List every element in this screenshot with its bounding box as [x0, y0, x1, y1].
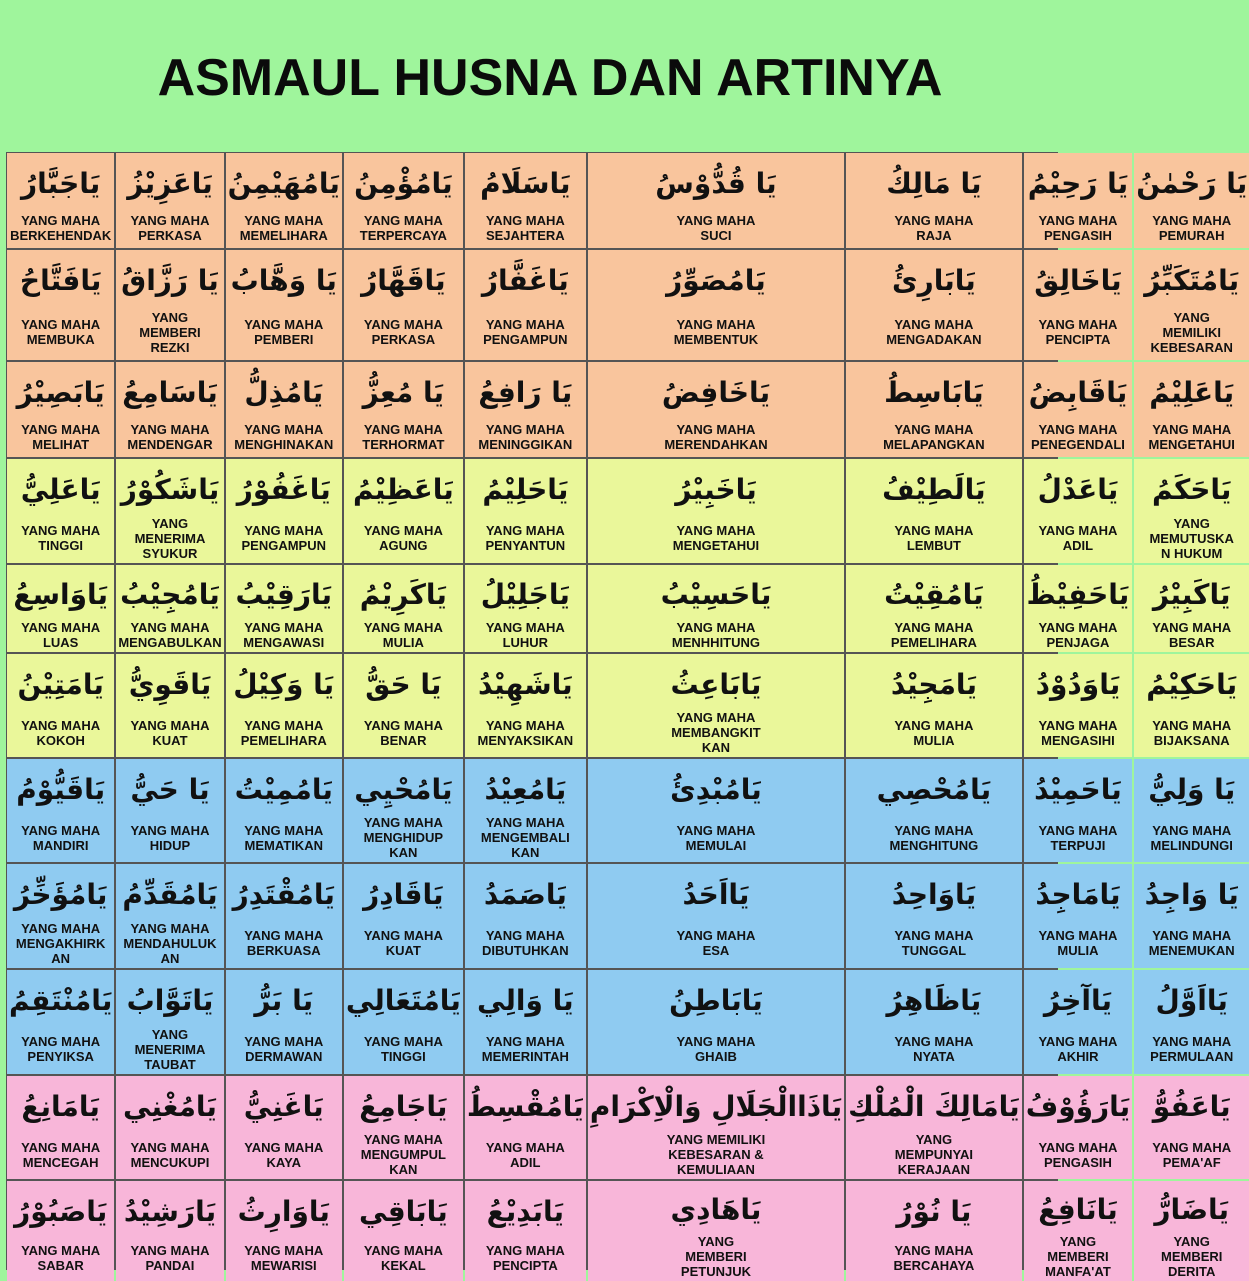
arabic-name: يَاظَاهِرُ: [886, 983, 982, 1017]
meaning-text: YANG MEMUTUSKA N HUKUM: [1149, 515, 1234, 561]
name-cell: [846, 970, 1022, 1074]
name-cell: [226, 153, 342, 248]
meaning-text: YANG MAHA MENINGGIKAN: [478, 421, 573, 452]
arabic-name: يَاعَلِيْمُ: [1149, 375, 1235, 409]
meaning-text: YANG MEMPUNYAI KERAJAAN: [894, 1132, 974, 1177]
arabic-name: يَامُتَكَبِّرُ: [1144, 263, 1240, 297]
name-cell: [1134, 1076, 1249, 1179]
meaning-text: YANG MAHA MEMELIHARA: [239, 212, 328, 243]
meaning-text: YANG MAHA MENGASIHI: [1038, 717, 1118, 748]
name-cell: [344, 1181, 463, 1281]
name-cell: [1134, 153, 1249, 248]
arabic-name: يَامُحْصِي: [876, 772, 992, 806]
meaning-text: YANG MENERIMA SYUKUR: [134, 515, 206, 561]
meaning-text: YANG MAHA MENHHITUNG: [671, 620, 761, 650]
name-cell: [465, 459, 586, 563]
arabic-name: يَاسَامِعُ: [122, 375, 218, 409]
arabic-name: يَا نُوْرُ: [896, 1194, 972, 1228]
arabic-name: يَامُمِيْتُ: [234, 772, 333, 806]
meaning-text: YANG MENERIMA TAUBAT: [134, 1026, 206, 1072]
name-cell: [588, 250, 844, 360]
name-cell: [465, 1181, 586, 1281]
meaning-text: YANG MEMBERI MANFA'AT: [1045, 1234, 1111, 1279]
meaning-text: YANG MEMBERI REZKI: [139, 309, 201, 355]
arabic-name: يَابَصِيْرُ: [16, 375, 105, 409]
meaning-text: YANG MAHA MENGAWASI: [243, 620, 325, 650]
name-cell: [7, 1181, 114, 1281]
arabic-name: يَااَحَدُ: [682, 877, 750, 911]
arabic-name: يَاوَاسِعُ: [13, 578, 109, 611]
name-cell: [7, 250, 114, 360]
arabic-name: يَامُهَيْمِنُ: [227, 166, 340, 200]
arabic-name: يَا وَكِيْلُ: [233, 667, 335, 701]
arabic-name: يَاهَادِي: [670, 1193, 762, 1226]
meaning-text: YANG MAHA PENEGENDALI: [1030, 421, 1125, 452]
page-title: ASMAUL HUSNA DAN ARTINYA: [157, 49, 943, 107]
meaning-text: YANG MEMBERI DERITA: [1161, 1234, 1223, 1279]
arabic-name: يَاحَكَمُ: [1151, 472, 1232, 506]
arabic-name: يَاعَظِيْمُ: [352, 472, 454, 506]
arabic-name: يَا وَاجِدُ: [1144, 877, 1239, 911]
arabic-name: يَاعَزِيْزُ: [127, 166, 213, 200]
name-cell: [588, 459, 844, 563]
arabic-name: يَامَانِعُ: [21, 1089, 100, 1123]
name-cell: [7, 864, 114, 968]
meaning-text: YANG MAHA MULIA: [894, 717, 974, 748]
arabic-name: يَاذَاالْجَلَالِ وَالْاِكْرَامِ: [589, 1089, 843, 1123]
meaning-text: YANG MAHA MELIHAT: [21, 421, 101, 452]
arabic-name: يَاغَفَّارُ: [481, 263, 569, 297]
name-cell: [1134, 654, 1249, 757]
meaning-text: YANG MAHA BENAR: [363, 717, 443, 748]
arabic-name: يَامُذِلُّ: [244, 375, 324, 409]
name-cell: [465, 1076, 586, 1179]
name-cell: [465, 864, 586, 968]
meaning-text: YANG MAHA MENGABULKAN: [118, 620, 222, 650]
meaning-text: YANG MAHA KUAT: [130, 717, 210, 748]
meaning-text: YANG MAHA MENCEGAH: [21, 1139, 101, 1170]
meaning-text: YANG MAHA MEMERINTAH: [481, 1034, 569, 1064]
name-cell: [1024, 654, 1132, 757]
arabic-name: يَامُحْيِي: [354, 772, 453, 806]
arabic-name: يَا وَالِي: [477, 983, 574, 1017]
meaning-text: YANG MAHA MENGETAHUI: [672, 523, 760, 553]
meaning-text: YANG MAHA PENCIPTA: [1038, 317, 1118, 347]
meaning-text: YANG MAHA MENDAHULUK AN: [123, 920, 217, 966]
arabic-name: يَاجَبَّارُ: [21, 166, 101, 200]
meaning-text: YANG MAHA GHAIB: [676, 1034, 756, 1064]
meaning-text: YANG MEMILIKI KEBESARAN: [1150, 309, 1233, 355]
arabic-name: يَامُجِيْبُ: [120, 578, 220, 611]
arabic-name: يَامَالِكَ الْمُلْكِ: [848, 1089, 1020, 1123]
arabic-name: يَامُبْدِئُ: [670, 772, 762, 806]
arabic-name: يَاصَمَدُ: [483, 877, 567, 911]
meaning-text: YANG MAHA PEMELIHARA: [240, 717, 327, 748]
name-cell: [1134, 1181, 1249, 1281]
meaning-text: YANG MAHA MENEMUKAN: [1148, 928, 1235, 958]
meaning-text: YANG MAHA PERMULAAN: [1150, 1034, 1234, 1064]
arabic-name: يَا رَافِعُ: [478, 375, 573, 409]
name-cell: [226, 565, 342, 652]
arabic-name: يَاحَكِيْمُ: [1146, 667, 1238, 701]
name-cell: [116, 565, 223, 652]
arabic-name: يَاغَنِيُّ: [243, 1089, 324, 1123]
name-cell: [588, 1181, 844, 1281]
name-cell: [1024, 459, 1132, 563]
name-cell: [344, 759, 463, 862]
name-cell: [1134, 759, 1249, 862]
name-cell: [226, 250, 342, 360]
name-cell: [226, 864, 342, 968]
arabic-name: يَاجَلِيْلُ: [480, 578, 570, 611]
meaning-text: YANG MAHA ADIL: [485, 1139, 565, 1170]
arabic-name: يَاشَهِيْدُ: [478, 667, 573, 701]
name-cell: [1024, 1181, 1132, 1281]
name-cell: [226, 654, 342, 757]
meaning-text: YANG MAHA PENGAMPUN: [483, 317, 568, 347]
meaning-text: YANG MAHA MEMBUKA: [21, 317, 101, 347]
arabic-name: يَا رَحْمٰنُ: [1136, 166, 1248, 200]
name-cell: [846, 654, 1022, 757]
arabic-name: يَابَاعِثُ: [670, 667, 762, 701]
name-cell: [465, 362, 586, 457]
arabic-name: يَابَارِئُ: [891, 263, 976, 297]
arabic-name: يَابَدِيْعُ: [486, 1194, 564, 1228]
name-cell: [7, 654, 114, 757]
name-cell: [1134, 565, 1249, 652]
meaning-text: YANG MAHA PEMELIHARA: [890, 620, 977, 650]
meaning-text: YANG MAHA NYATA: [894, 1034, 974, 1064]
meaning-text: YANG MAHA MULIA: [1038, 928, 1118, 958]
name-cell: [846, 759, 1022, 862]
name-cell: [344, 565, 463, 652]
meaning-text: YANG MAHA SABAR: [21, 1243, 101, 1273]
name-cell: [846, 153, 1022, 248]
meaning-text: YANG MAHA PERKASA: [363, 317, 443, 347]
name-cell: [7, 153, 114, 248]
meaning-text: YANG MEMILIKI KEBESARAN & KEMULIAAN: [666, 1132, 766, 1177]
meaning-text: YANG MAHA AGUNG: [363, 523, 443, 553]
name-cell: [846, 362, 1022, 457]
name-cell: [1024, 759, 1132, 862]
meaning-text: YANG MAHA KAYA: [244, 1139, 324, 1170]
name-cell: [7, 1076, 114, 1179]
arabic-name: يَامُؤَخِّرُ: [13, 877, 108, 911]
meaning-text: YANG MAHA ADIL: [1038, 523, 1118, 553]
meaning-text: YANG MAHA PENYANTUN: [485, 523, 566, 553]
arabic-name: يَا بَرُّ: [254, 983, 314, 1017]
name-cell: [7, 759, 114, 862]
meaning-text: YANG MAHA ESA: [676, 928, 756, 958]
arabic-name: يَاحَمِيْدُ: [1034, 772, 1122, 806]
arabic-name: يَا رَزَّاقُ: [121, 263, 219, 297]
name-cell: [588, 1076, 844, 1179]
arabic-name: يَاخَافِضُ: [661, 375, 771, 409]
meaning-text: YANG MAHA PENGASIH: [1038, 212, 1118, 243]
meaning-text: YANG MAHA TERHORMAT: [362, 421, 445, 452]
meaning-text: YANG MAHA MENGHITUNG: [889, 822, 979, 853]
meaning-text: YANG MAHA LEMBUT: [894, 523, 974, 553]
name-cell: [116, 1076, 223, 1179]
meaning-text: YANG MAHA KOKOH: [21, 717, 101, 748]
meaning-text: YANG MAHA MENCUKUPI: [130, 1139, 210, 1170]
arabic-name: يَابَاطِنُ: [669, 983, 763, 1017]
name-cell: [344, 864, 463, 968]
meaning-text: YANG MAHA MEMATIKAN: [244, 822, 324, 853]
meaning-text: YANG MAHA MEMBANGKIT KAN: [671, 710, 761, 755]
arabic-name: يَامُقْتَدِرُ: [232, 877, 335, 911]
name-cell: [116, 759, 223, 862]
name-cell: [344, 250, 463, 360]
arabic-name: يَارَؤُوْفُ: [1025, 1089, 1131, 1123]
name-cell: [7, 970, 114, 1074]
name-cell: [1024, 565, 1132, 652]
name-cell: [846, 565, 1022, 652]
name-cell: [1024, 1076, 1132, 1179]
meaning-text: YANG MAHA MENGEMBALI KAN: [480, 815, 570, 860]
arabic-name: يَاآخِرُ: [1043, 983, 1113, 1017]
meaning-text: YANG MAHA PENJAGA: [1038, 620, 1118, 650]
meaning-text: YANG MAHA MEMBENTUK: [673, 317, 759, 347]
arabic-name: يَا قُدُّوْسُ: [655, 166, 777, 200]
name-cell: [7, 565, 114, 652]
arabic-name: يَافَتَّاحُ: [19, 263, 102, 297]
meaning-text: YANG MAHA PERKASA: [130, 212, 210, 243]
arabic-name: يَاخَبِيْرُ: [675, 472, 757, 506]
arabic-name: يَامُصَوِّرُ: [666, 263, 766, 297]
meaning-text: YANG MAHA LUHUR: [485, 620, 565, 650]
name-cell: [226, 759, 342, 862]
arabic-name: يَاعَفُوُّ: [1152, 1089, 1231, 1123]
arabic-name: يَاوَاحِدُ: [891, 877, 977, 911]
arabic-name: يَابَاقِي: [358, 1194, 448, 1228]
meaning-text: YANG MAHA MENGHIDUP KAN: [363, 815, 444, 860]
name-cell: [344, 1076, 463, 1179]
arabic-name: يَاقَهَّارُ: [361, 263, 446, 297]
arabic-name: يَاخَالِقُ: [1034, 263, 1122, 297]
arabic-name: يَامَجِيْدُ: [890, 667, 977, 701]
name-cell: [1134, 459, 1249, 563]
name-cell: [1024, 250, 1132, 360]
arabic-name: يَا رَحِيْمُ: [1027, 166, 1129, 200]
meaning-text: YANG MAHA MEWARISI: [244, 1243, 324, 1273]
meaning-text: YANG MAHA DIBUTUHKAN: [481, 928, 569, 958]
arabic-name: يَامُؤْمِنُ: [354, 166, 453, 200]
arabic-name: يَاحَسِيْبُ: [660, 578, 772, 611]
arabic-name: يَا مُعِزُّ: [362, 375, 445, 409]
name-cell: [846, 1181, 1022, 1281]
name-cell: [465, 759, 586, 862]
name-cell: [588, 362, 844, 457]
meaning-text: YANG MAHA RAJA: [894, 212, 974, 243]
arabic-name: يَااَوَّلُ: [1155, 983, 1228, 1017]
meaning-text: YANG MAHA BERKUASA: [244, 928, 324, 958]
name-cell: [1134, 970, 1249, 1074]
name-cell: [588, 153, 844, 248]
name-cell: [1024, 153, 1132, 248]
arabic-name: يَاغَفُوْرُ: [236, 472, 331, 506]
name-cell: [588, 565, 844, 652]
meaning-text: YANG MAHA KEKAL: [363, 1243, 443, 1273]
name-cell: [116, 1181, 223, 1281]
arabic-name: يَامُغْنِي: [123, 1089, 217, 1123]
arabic-name: يَاوَارِثُ: [237, 1194, 330, 1228]
meaning-text: YANG MAHA MERENDAHKAN: [664, 421, 768, 452]
name-cell: [226, 1181, 342, 1281]
meaning-text: YANG MAHA DERMAWAN: [244, 1034, 324, 1064]
name-cell: [588, 970, 844, 1074]
name-cell: [116, 654, 223, 757]
meaning-text: YANG MAHA PENGASIH: [1038, 1139, 1118, 1170]
name-cell: [116, 153, 223, 248]
meaning-text: YANG MAHA MELINDUNGI: [1150, 822, 1233, 853]
arabic-name: يَاكَرِيْمُ: [359, 578, 447, 611]
name-cell: [1134, 864, 1249, 968]
name-cell: [1024, 864, 1132, 968]
arabic-name: يَامُعِيْدُ: [484, 772, 567, 806]
arabic-name: يَاقَادِرُ: [363, 877, 444, 911]
name-cell: [116, 250, 223, 360]
arabic-name: يَامَاجِدُ: [1035, 877, 1121, 911]
meaning-text: YANG MAHA PEMBERI: [244, 317, 324, 347]
arabic-name: يَا وَهَّابُ: [230, 263, 337, 297]
name-cell: [1024, 362, 1132, 457]
meaning-text: YANG MAHA MULIA: [363, 620, 443, 650]
meaning-text: YANG MAHA MENYAKSIKAN: [477, 717, 574, 748]
meaning-text: YANG MAHA HIDUP: [130, 822, 210, 853]
meaning-text: YANG MAHA TUNGGAL: [894, 928, 974, 958]
meaning-text: YANG MAHA BERKEHENDAK: [10, 212, 112, 243]
name-cell: [465, 153, 586, 248]
name-cell: [465, 565, 586, 652]
meaning-text: YANG MAHA SEJAHTERA: [485, 212, 565, 243]
meaning-text: YANG MAHA MEMULAI: [676, 822, 756, 853]
name-cell: [226, 459, 342, 563]
name-cell: [116, 864, 223, 968]
arabic-name: يَاوَدُوْدُ: [1035, 667, 1121, 701]
meaning-text: YANG MAHA BERCAHAYA: [893, 1243, 975, 1273]
meaning-text: YANG MAHA BIJAKSANA: [1152, 717, 1232, 748]
name-cell: [1134, 250, 1249, 360]
name-cell: [344, 654, 463, 757]
meaning-text: YANG MAHA MENDENGAR: [127, 421, 213, 452]
arabic-name: يَاقَيُّوْمُ: [16, 772, 106, 806]
meaning-text: YANG MAHA MENGHINAKAN: [234, 421, 334, 452]
name-cell: [344, 970, 463, 1074]
arabic-name: يَا وَلِيُّ: [1148, 772, 1236, 806]
name-cell: [588, 759, 844, 862]
name-cell: [7, 459, 114, 563]
arabic-name: يَاحَلِيْمُ: [482, 472, 569, 506]
meaning-text: YANG MAHA PEMURAH: [1152, 212, 1232, 243]
name-cell: [846, 864, 1022, 968]
arabic-name: يَامُتَعَالِي: [345, 983, 461, 1017]
arabic-name: يَاسَلَامُ: [480, 166, 571, 200]
name-cell: [846, 459, 1022, 563]
arabic-name: يَانَافِعُ: [1038, 1193, 1118, 1226]
arabic-name: يَاقَوِيُّ: [128, 667, 212, 701]
meaning-text: YANG MAHA MANDIRI: [21, 822, 101, 853]
arabic-name: يَاكَبِيْرُ: [1152, 578, 1231, 611]
name-cell: [588, 864, 844, 968]
name-cell: [116, 459, 223, 563]
arabic-name: يَا مَالِكُ: [886, 166, 982, 200]
arabic-name: يَاشَكُوْرُ: [120, 472, 220, 506]
meaning-text: YANG MAHA SUCI: [676, 212, 756, 243]
meaning-text: YANG MEMBERI PETUNJUK: [680, 1234, 751, 1279]
name-cell: [846, 1076, 1022, 1179]
name-cell: [1134, 362, 1249, 457]
meaning-text: YANG MAHA MENGUMPUL KAN: [360, 1132, 446, 1177]
meaning-text: YANG MAHA AKHIR: [1038, 1034, 1118, 1064]
arabic-name: يَاعَلِيُّ: [20, 472, 101, 506]
meaning-text: YANG MAHA MENGETAHUI: [1148, 421, 1235, 452]
arabic-name: يَامُقَدِّمُ: [122, 877, 218, 911]
arabic-name: يَاحَفِيْظُ: [1026, 578, 1130, 611]
names-grid: [6, 152, 1248, 1279]
arabic-name: يَامَتِيْنُ: [17, 667, 104, 701]
meaning-text: YANG MAHA KUAT: [363, 928, 443, 958]
arabic-name: يَاتَوَّابُ: [126, 983, 214, 1017]
meaning-text: YANG MAHA MENGADAKAN: [886, 317, 982, 347]
arabic-name: يَاقَابِضُ: [1028, 375, 1128, 409]
meaning-text: YANG MAHA MELAPANGKAN: [883, 421, 985, 452]
meaning-text: YANG MAHA PENYIKSA: [21, 1034, 101, 1064]
arabic-name: يَالَطِيْفُ: [882, 472, 986, 506]
arabic-name: يَاضَارُّ: [1154, 1193, 1230, 1226]
meaning-text: YANG MAHA TINGGI: [21, 523, 101, 553]
meaning-text: YANG MAHA MENGAKHIRK AN: [15, 920, 106, 966]
name-cell: [226, 970, 342, 1074]
name-cell: [7, 362, 114, 457]
arabic-name: يَامُنْتَقِمُ: [9, 983, 113, 1017]
name-cell: [344, 459, 463, 563]
arabic-name: يَامُقْسِطُ: [466, 1089, 584, 1123]
arabic-name: يَابَاسِطُ: [884, 375, 984, 409]
arabic-name: يَاجَامِعُ: [359, 1089, 448, 1123]
arabic-name: يَاصَبُوْرُ: [14, 1194, 108, 1228]
meaning-text: YANG MAHA TINGGI: [363, 1034, 443, 1064]
arabic-name: يَارَشِيْدُ: [123, 1194, 217, 1228]
meaning-text: YANG MAHA TERPUJI: [1038, 822, 1118, 853]
arabic-name: يَاعَدْلُ: [1037, 472, 1119, 506]
name-cell: [344, 153, 463, 248]
name-cell: [465, 654, 586, 757]
name-cell: [465, 970, 586, 1074]
arabic-name: يَا حَقُّ: [365, 667, 442, 701]
name-cell: [116, 970, 223, 1074]
name-cell: [465, 250, 586, 360]
name-cell: [226, 1076, 342, 1179]
meaning-text: YANG MAHA PEMA'AF: [1152, 1139, 1232, 1170]
name-cell: [588, 654, 844, 757]
arabic-name: يَامُقِيْتُ: [884, 578, 984, 611]
arabic-name: يَارَقِيْبُ: [235, 578, 333, 611]
meaning-text: YANG MAHA PENCIPTA: [485, 1243, 565, 1273]
meaning-text: YANG MAHA PENGAMPUN: [241, 523, 326, 553]
meaning-text: YANG MAHA PANDAI: [130, 1243, 210, 1273]
meaning-text: YANG MAHA LUAS: [21, 620, 101, 650]
name-cell: [1024, 970, 1132, 1074]
name-cell: [344, 362, 463, 457]
name-cell: [846, 250, 1022, 360]
arabic-name: يَا حَيُّ: [130, 772, 210, 806]
meaning-text: YANG MAHA TERPERCAYA: [359, 212, 447, 243]
name-cell: [116, 362, 223, 457]
meaning-text: YANG MAHA BESAR: [1152, 620, 1232, 650]
name-cell: [226, 362, 342, 457]
